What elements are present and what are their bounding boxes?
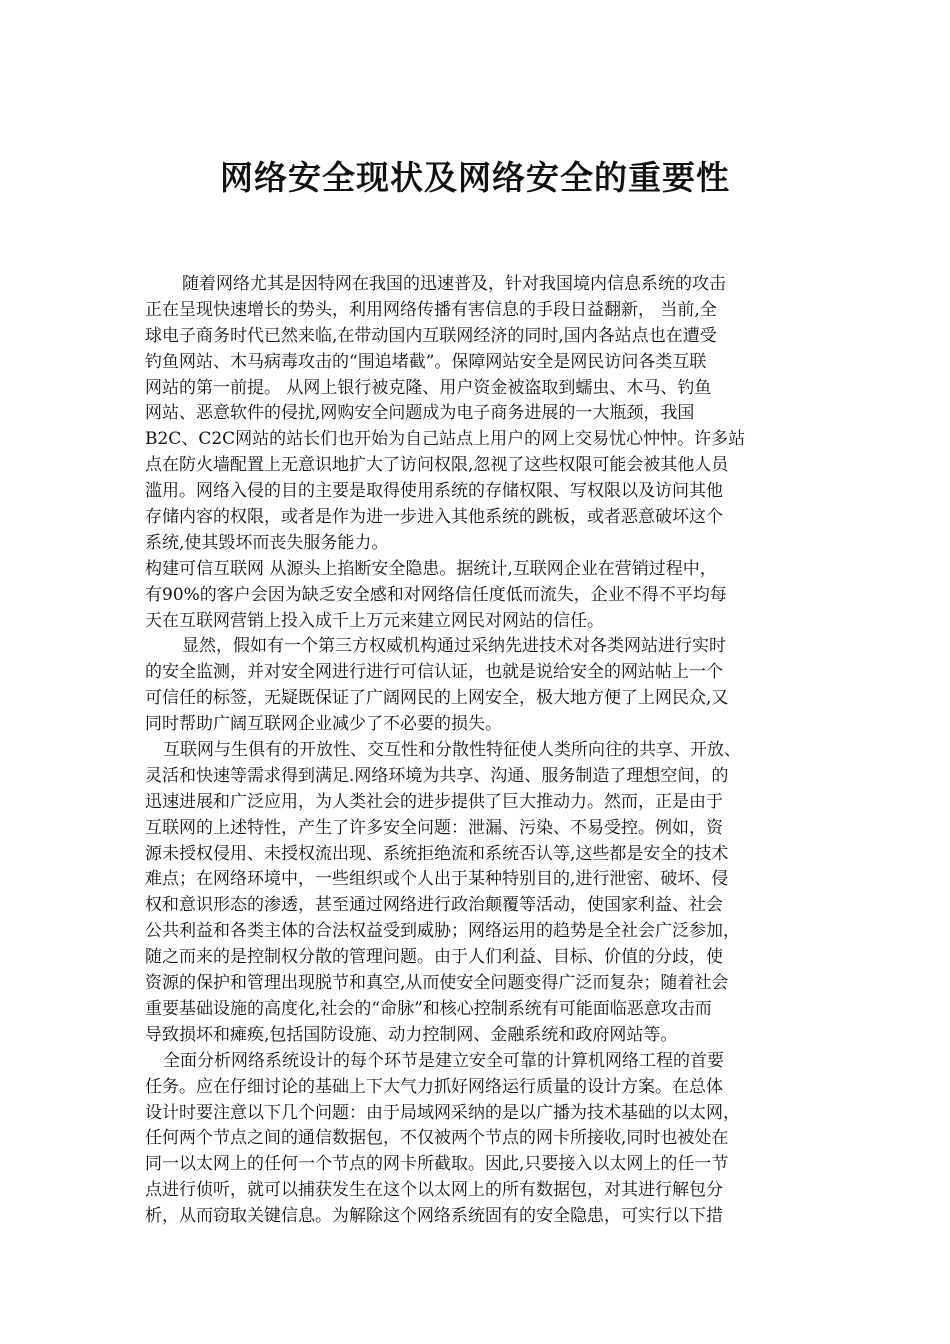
paragraph-line: 的安全监测，并对安全网进行进行可信认证，也就是说给安全的网站帖上一个 [145, 662, 723, 683]
paragraph-line: 灵活和快速等需求得到满足.网络环境为共享、沟通、服务制造了理想空间，的 [145, 765, 729, 786]
paragraph-line: 设计时要注意以下几个问题：由于局域网采纳的是以广播为技术基础的以太网， [145, 1102, 740, 1123]
paragraph-line: 点在防火墙配置上无意识地扩大了访问权限,忽视了这些权限可能会被其他人员 [145, 455, 729, 476]
paragraph-line: 网站、恶意软件的侵扰,网购安全问题成为电子商务进展的一大瓶颈，我国 [145, 403, 695, 424]
paragraph-line: 球电子商务时代已然来临,在带动国内互联网经济的同时,国内各站点也在遭受 [145, 325, 717, 346]
paragraph-line: 天在互联网营销上投入成千上万元来建立网民对网站的信任。 [145, 610, 604, 631]
paragraph-line: 网站的第一前提。 从网上银行被克隆、用户资金被盗取到蠕虫、木马、钓鱼 [145, 377, 712, 398]
paragraph-line: 难点；在网络环境中，一些组织或个人出于某种特别目的,进行泄密、破坏、侵 [145, 869, 729, 890]
paragraph-line: 随之而来的是控制权分散的管理问题。由于人们利益、目标、价值的分歧，使 [145, 947, 723, 968]
paragraph-line: B2C、C2C网站的站长们也开始为自己站点上用户的网上交易忧心忡忡。许多站 [145, 429, 746, 450]
paragraph-line: 公共利益和各类主体的合法权益受到威胁；网络运用的趋势是全社会广泛参加， [145, 921, 740, 942]
paragraph-line: 互联网与生俱有的开放性、交互性和分散性特征使人类所向往的共享、开放、 [163, 740, 741, 761]
paragraph-line: 资源的保护和管理出现脱节和真空,从而使安全问题变得广泛而复杂；随着社会 [145, 973, 729, 994]
paragraph-line: 全面分析网络系统设计的每个环节是建立安全可靠的计算机网络工程的首要 [163, 1050, 724, 1071]
paragraph-line: 显然，假如有一个第三方权威机构通过采纳先进技术对各类网站进行实时 [182, 636, 726, 657]
paragraph-line: 同时帮助广阔互联网企业减少了不必要的损失。 [145, 714, 502, 735]
paragraph-line: 导致损坏和瘫痪,包括国防设施、动力控制网、金融系统和政府网站等。 [145, 1024, 678, 1045]
document-body [145, 272, 817, 1230]
paragraph-line: 随着网络尤其是因特网在我国的迅速普及，针对我国境内信息系统的攻击 [182, 274, 726, 294]
document-title: 网络安全现状及网络安全的重要性 [220, 158, 730, 197]
paragraph-line: 任何两个节点之间的通信数据包，不仅被两个节点的网卡所接收,同时也被处在 [145, 1128, 729, 1149]
paragraph-line: 互联网的上述特性，产生了许多安全问题：泄漏、污染、不易受控。例如，资 [145, 817, 723, 838]
paragraph-line: 钓鱼网站、木马病毒攻击的“围追堵截”。保障网站安全是网民访问各类互联 [145, 351, 707, 372]
paragraph-line: 可信任的标签，无疑既保证了广阔网民的上网安全，极大地方便了上网民众,又 [145, 688, 729, 709]
paragraph-line: 存储内容的权限，或者是作为进一步进入其他系统的跳板，或者恶意破坏这个 [145, 507, 723, 528]
paragraph-line: 系统,使其毁坏而丧失服务能力。 [145, 532, 389, 553]
paragraph-line: 源未授权侵用、未授权流出现、系统拒绝流和系统否认等,这些都是安全的技术 [145, 843, 729, 864]
paragraph-line: 滥用。网络入侵的目的主要是取得使用系统的存储权限、写权限以及访问其他 [145, 481, 723, 502]
paragraph-line: 点进行侦听，就可以捕获发生在这个以太网上的所有数据包，对其进行解包分 [145, 1180, 723, 1201]
paragraph-line: 正在呈现快速增长的势头，利用网络传播有害信息的手段日益翻新， 当前,全 [145, 299, 717, 320]
paragraph-line: 有90%的客户会因为缺乏安全感和对网络信任度低而流失，企业不得不平均每 [145, 584, 727, 605]
paragraph-line: 权和意识形态的渗透，甚至通过网络进行政治颠覆等活动，使国家利益、社会 [145, 895, 723, 916]
paragraph-line: 任务。应在仔细讨论的基础上下大气力抓好网络运行质量的设计方案。在总体 [145, 1076, 723, 1097]
paragraph-line: 重要基础设施的高度化,社会的“命脉”和核心控制系统有可能面临恶意攻击而 [145, 998, 712, 1019]
paragraph-line: 析，从而窃取关键信息。为解除这个网络系统固有的安全隐患，可实行以下措 [145, 1206, 723, 1227]
paragraph-line: 迅速进展和广泛应用，为人类社会的进步提供了巨大推动力。然而，正是由于 [145, 791, 723, 812]
paragraph-line: 构建可信互联网 从源头上掐断安全隐患。据统计,互联网企业在营销过程中， [145, 558, 717, 579]
paragraph-line: 同一以太网上的任何一个节点的网卡所截取。因此,只要接入以太网上的任一节 [145, 1154, 729, 1175]
